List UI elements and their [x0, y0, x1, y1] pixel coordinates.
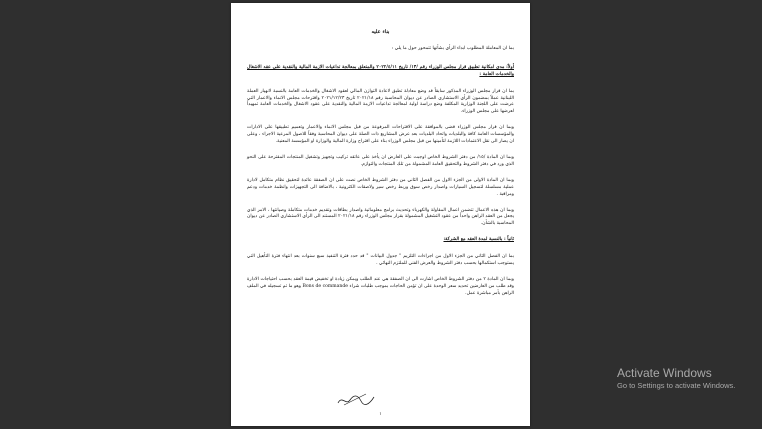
- document-body: [247, 29, 514, 307]
- paragraph: بما ان الفصل الثاني من الجزء الاول من اجراءات التلزيم " جدول البيانات " قد حدد فترة التنفيذ سبع سنوات بعد انتهاء فترة التأهيل التي يستوجب استكمالها بحسب دفتر الشروط والعرض الفني للملتزم النهائي .: [247, 254, 514, 267]
- paragraph: وبما ان المادة /١٥/ من دفتر الشروط الخاص اوجبت على العارض ان يأخذ على عاتقه تركيب وتجهيز وتشغيل المنتجات المقترحة على النحو الذي ورد في دفتر الشروط والتحقيق العامة المشمولة من تلك المنتجات والتوازم.: [247, 154, 514, 167]
- watermark-title: Activate Windows: [617, 366, 712, 380]
- document-page: [231, 3, 530, 426]
- paragraph: وبما ان المادة ٢ من دفتر الشروط الخاص اشارت الى ان الصفقة هي عند الطلب ويمكن زيادة او تخفيض قيمة العقد بحسب احتياجات الادارة وقد طلب من العارضين تحديد سعر الوحدة على ان تؤمن الحاجات بموجب طلبات شراء Bons de commande وهو ما تم تسجيله في الملف الراهن بأمر مباشرة عمل.: [247, 276, 514, 296]
- paragraph: وبما ان هذه الاعمال تتضمن اعمال المقاولة والكهرباء وتحديث برامج معلوماتية واصدار بطاقات وتقديم خدمات متكاملة وصيانتها ، الامر الذي يجعل من العقد الراهن واحداً من عقود التشغيل المشمولة بقرار مجلس الوزراء رقم ٢٠٢١/١٨ المستند الى الرأي الاستشاري الصادر عن ديوان المحاسبة بالشأن.: [247, 207, 514, 227]
- signature-scribble: [336, 391, 376, 409]
- section-heading-2: ثانياً : بالنسبة لمدة العقد مع الشركة:: [443, 237, 514, 243]
- intro-paragraph: بما ان المعاملة المطلوب ابداء الرأي بشأنها تتمحور حول ما يلي :: [391, 45, 514, 51]
- paragraph: بما ان قرار مجلس الوزراء المذكور سابقاً قد وضع معادلة تطبق لاعادة التوازن المالي لعقود الاشغال والخدمات العامة بالنسبة لانهيار العملة اللبنانية عملاً بمضمون الرأي الاستشاري الصادر عن ديوان المحاسبة رقم ٢٠٢١/١٨ تاريخ ٢٠٢١/١٢/٢٣ واقترحات مجلس الانماء والاعمار التي عرضت على اللجنة الوزارية المكلفة وضع دراسة اولية لمعالجة تداعيات الازمة المالية والنقدية على عقود الاشغال والخدمات العامة تمهيداً لعرضها على مجلس الوزراء.: [247, 88, 515, 115]
- paragraph: وبما ان قرار مجلس الوزراء قضى بالموافقة على الاقتراحات المرفوعة من قبل مجلس الانماء والاعمار وتعميم تطبيقها على الادارات والمؤسسات العامة كافة والبلديات واتحاد البلديات بعد عرض المشاريع ذات الصلة على ديوان المحاسبة وفقاً للاصول المرعية الاجراء ، وعلى ان يصار الى نقل الاعتمادات اللازمة لتأمينها من قبل مجلس الوزراء بناء على اقتراح وزارة المالية والوزارة او المؤسسة المعنية.: [247, 125, 514, 145]
- page-number: ١: [379, 412, 382, 417]
- watermark-subtitle: Go to Settings to activate Windows.: [617, 381, 736, 390]
- paragraph: وبما ان المادة الاولى من الجزء الاول من الفصل الثاني من دفتر الشروط الخاص نصت على ان الصفقة عائدة لتحقيق نظام متكامل لادارة عملية مسلسلة لتسجيل السيارات واصدار رخص سوق وربط رخص سير ولاصقات الكترونية ، بالاضافة الى التجهيزات وانظمة خدمات ودعم ومراقبة .: [247, 177, 514, 197]
- document-title: بناء عليه: [371, 29, 390, 35]
- section-heading-1: أولاً: مدى امكانية تطبيق قرار مجلس الوزراء رقم /١٣/ تاريخ ٢٠٢٢/٤/١١ والمتعلق بمعالجة تداعيات الازمة المالية والنقدية على عقد الاشغال والخدمات العامة :: [247, 64, 514, 77]
- activate-windows-watermark: [617, 366, 735, 391]
